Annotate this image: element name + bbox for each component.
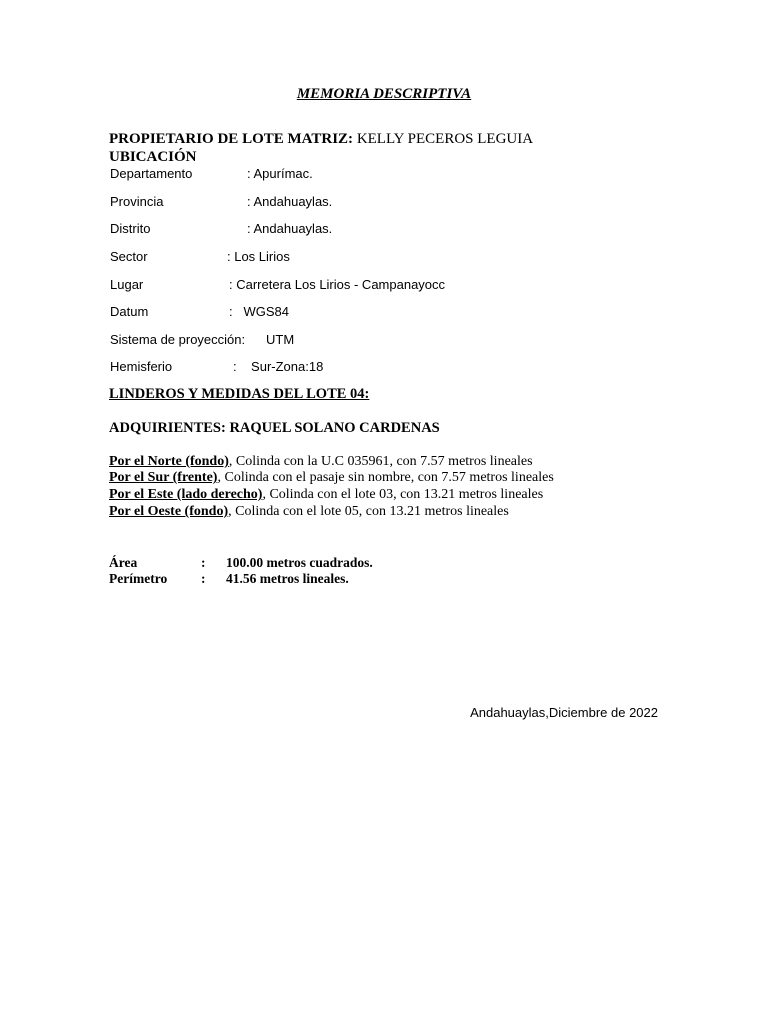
boundary-north xyxy=(109,454,533,470)
location-row-provincia xyxy=(110,194,332,209)
boundary-side: Por el Este (lado derecho) xyxy=(109,487,263,502)
location-value: : Sur-Zona:18 xyxy=(233,359,324,374)
measure-value: 100.00 metros cuadrados. xyxy=(226,555,373,570)
location-row-lugar xyxy=(110,277,445,292)
boundary-side: Por el Norte (fondo) xyxy=(109,454,229,469)
location-row-departamento xyxy=(110,166,313,181)
measure-colon: : xyxy=(201,555,206,570)
location-value: : Andahuaylas. xyxy=(247,221,333,236)
measure-label: Perímetro xyxy=(109,571,168,586)
location-row-hemisferio xyxy=(110,359,323,374)
boundary-text: , Colinda con el pasaje sin nombre, con 7.57 metros lineales xyxy=(217,470,554,485)
location-value: UTM xyxy=(266,332,295,347)
location-key: Hemisferio xyxy=(110,359,173,374)
linderos-title: LINDEROS Y MEDIDAS DEL LOTE 04: xyxy=(109,386,370,402)
adquirientes-line: ADQUIRIENTES: RAQUEL SOLANO CARDENAS xyxy=(109,420,440,436)
measure-value: 41.56 metros lineales. xyxy=(226,571,349,586)
location-value: : Andahuaylas. xyxy=(247,194,333,209)
location-key: Sector xyxy=(110,249,148,264)
boundary-text: , Colinda con el lote 03, con 13.21 metros lineales xyxy=(262,487,544,502)
ubicacion-heading: UBICACIÓN xyxy=(109,149,197,165)
boundary-west xyxy=(109,504,509,520)
boundary-east xyxy=(109,487,543,503)
owner-value: KELLY PECEROS LEGUIA xyxy=(356,131,534,147)
location-key: Lugar xyxy=(110,277,144,292)
location-row-sector xyxy=(110,249,290,264)
location-value: : WGS84 xyxy=(229,304,289,319)
boundary-south xyxy=(109,470,554,486)
location-value: : Apurímac. xyxy=(247,166,313,181)
boundary-side: Por el Sur (frente) xyxy=(109,470,218,485)
boundary-text: , Colinda con el lote 05, con 13.21 metros lineales xyxy=(228,504,509,519)
location-key: Distrito xyxy=(110,221,151,236)
date-line: Andahuaylas,Diciembre de 2022 xyxy=(470,705,658,720)
location-key: Sistema de proyección: xyxy=(110,332,246,347)
owner-label: PROPIETARIO DE LOTE MATRIZ: xyxy=(109,131,354,147)
location-value: : Los Lirios xyxy=(227,249,290,264)
location-row-datum xyxy=(110,304,289,319)
location-key: Departamento xyxy=(110,166,193,181)
location-key: Provincia xyxy=(110,194,164,209)
measure-label: Área xyxy=(109,555,138,570)
location-row-distrito xyxy=(110,221,332,236)
owner-line xyxy=(109,131,533,148)
location-value: : Carretera Los Lirios - Campanayocc xyxy=(229,277,446,292)
boundary-side: Por el Oeste (fondo) xyxy=(109,504,229,519)
boundary-text: , Colinda con la U.C 035961, con 7.57 metros lineales xyxy=(228,454,533,469)
location-key: Datum xyxy=(110,304,149,319)
document-title: MEMORIA DESCRIPTIVA xyxy=(296,86,472,102)
location-row-sistema xyxy=(110,332,294,347)
measure-colon: : xyxy=(201,571,206,586)
